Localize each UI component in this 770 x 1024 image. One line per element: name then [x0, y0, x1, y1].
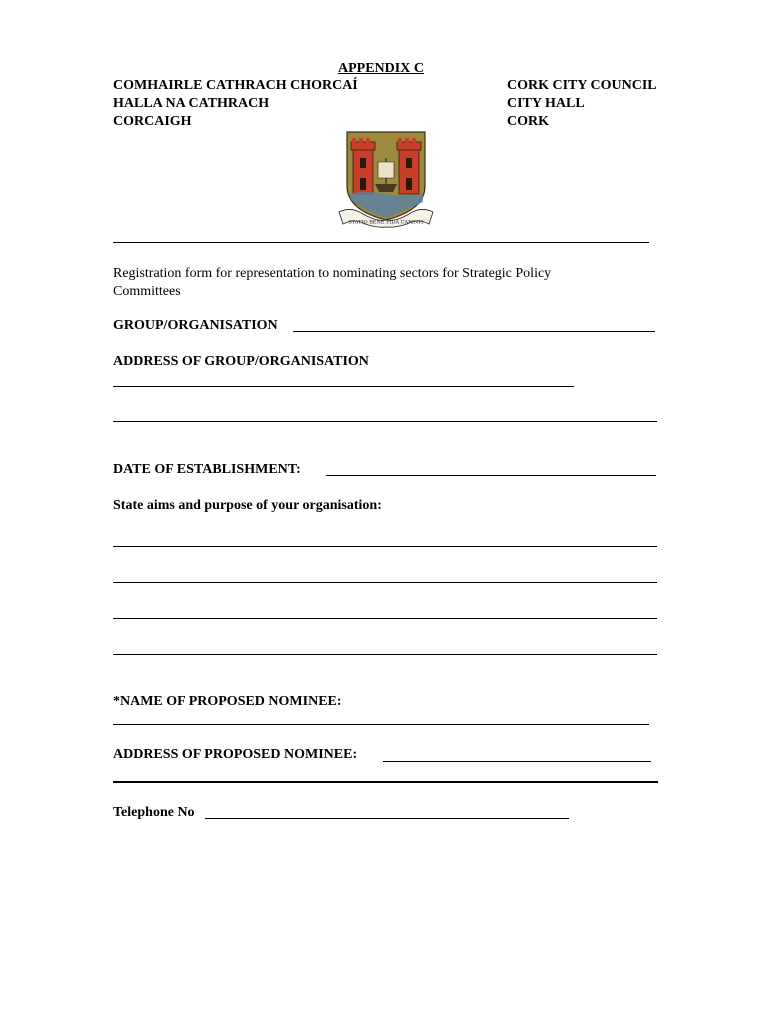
nominee-name-input-line[interactable] — [113, 724, 649, 725]
irish-name-line-2: HALLA NA CATHRACH — [113, 96, 270, 111]
irish-council-name — [113, 77, 358, 131]
date-label: DATE OF ESTABLISHMENT: — [113, 462, 301, 477]
aims-input-line-3[interactable] — [113, 618, 657, 619]
telephone-input-line[interactable] — [205, 818, 569, 819]
address-label: ADDRESS OF GROUP/ORGANISATION — [113, 354, 369, 369]
aims-label: State aims and purpose of your organisation: — [113, 498, 382, 513]
address-input-line-1[interactable] — [113, 386, 574, 387]
section-divider — [113, 781, 658, 783]
form-intro-line-1: Registration form for representation to nominating sectors for Strategic Policy — [113, 266, 552, 281]
nominee-address-label: ADDRESS OF PROPOSED NOMINEE: — [113, 747, 358, 762]
irish-name-line-1: COMHAIRLE CATHRACH CHORCAÍ — [113, 78, 358, 93]
nominee-address-input-line[interactable] — [383, 761, 651, 762]
appendix-title: APPENDIX C — [338, 61, 424, 76]
english-name-line-2: CITY HALL — [507, 96, 585, 111]
form-intro-line-2: Committees — [113, 284, 181, 299]
address-input-line-2[interactable] — [113, 421, 657, 422]
header-divider — [113, 242, 649, 243]
english-name-line-1: CORK CITY COUNCIL — [507, 78, 657, 93]
telephone-label: Telephone No — [113, 805, 195, 820]
group-input-line[interactable] — [293, 331, 655, 332]
nominee-name-label: *NAME OF PROPOSED NOMINEE: — [113, 694, 342, 709]
cork-coat-of-arms-icon — [337, 128, 435, 228]
aims-input-line-2[interactable] — [113, 582, 657, 583]
aims-input-line-4[interactable] — [113, 654, 657, 655]
date-input-line[interactable] — [326, 475, 656, 476]
aims-input-line-1[interactable] — [113, 546, 657, 547]
group-label: GROUP/ORGANISATION — [113, 318, 278, 333]
english-council-name — [507, 77, 657, 131]
form-intro — [113, 265, 551, 301]
crest-motto: STATIO BENE FIDA CARINIS — [348, 219, 424, 226]
irish-name-line-3: CORCAIGH — [113, 114, 192, 129]
english-name-line-3: CORK — [507, 114, 549, 129]
